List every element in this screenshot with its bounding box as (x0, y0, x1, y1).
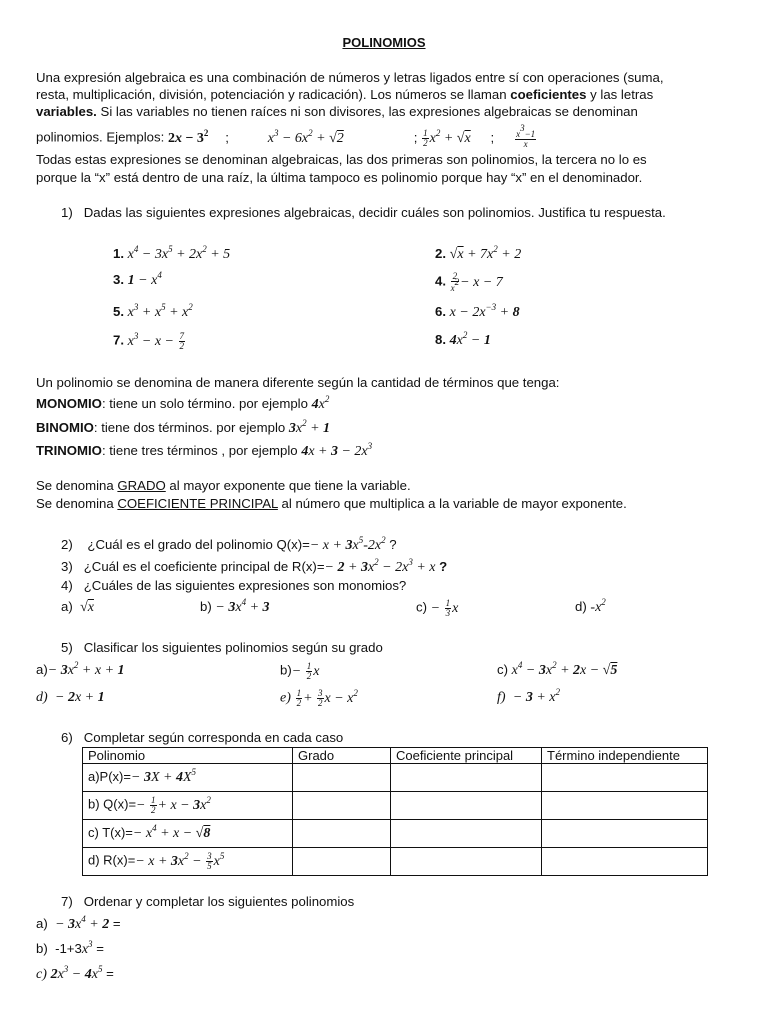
q1-item-5: 5. $x^3 + x^5 + x^2$ (113, 302, 193, 320)
question-number: 7) (61, 894, 73, 909)
table-row (83, 820, 708, 848)
term-coeficiente-principal: COEFICIENTE PRINCIPAL (117, 496, 278, 511)
intro-line-2 (36, 87, 653, 103)
item-number: 2. (435, 246, 446, 261)
q5-item-b: b)− $\frac{1}{2}$ x (280, 661, 320, 681)
question-end: ? (389, 537, 397, 552)
question-number: 1) (61, 205, 73, 220)
option-label: d) (36, 690, 48, 705)
q5-item-f: $f) - 3 + x^2$ (497, 687, 561, 705)
answer-cell[interactable] (391, 792, 542, 820)
question-text: ¿Cuáles de las siguientes expresiones son monomios? (83, 578, 407, 593)
item-number: 6. (435, 304, 446, 319)
intro-line-4-examples: polinomios. Ejemplos: $2x - 3^2$ ; $x^3 - 6x^2 + √2$ ; $\frac{1}{2}$ $x^2 + √x$ ; $\frac{x^3-1}{x}$ (36, 123, 536, 149)
table-row (83, 764, 708, 792)
polynomial-cell: b) Q(x)=− $\frac{1}{2}$ + $x - 3x^2$ (83, 792, 293, 820)
example-4: $\frac{x^3-1}{x}$ (516, 123, 536, 149)
q1-item-7: 7. $x^3 - x$ − $\frac{7}{2}$ (113, 330, 184, 351)
intro-line-6: porque la “x” está dentro de una raíz, la última tampoco es polinomio porque hay “x” en el denominador. (36, 170, 643, 185)
option-label: e) (280, 690, 291, 706)
header-coeficiente: Coeficiente principal (391, 748, 542, 764)
answer-cell[interactable] (542, 820, 708, 848)
q4-option-d: d) $-x^2$ (575, 597, 606, 615)
question-2: 2) ¿Cuál es el grado del polinomio $Q(x)=- x + 3x^5-2x^2$ ? (61, 535, 397, 553)
coeficiente-definition (36, 496, 627, 512)
row-label: c) T(x)= (88, 825, 133, 840)
example-1: $2x - 3^2$ (167, 127, 209, 146)
header-grado: Grado (293, 748, 391, 764)
option-label: a) (36, 916, 48, 931)
trinomio-definition: TRINOMIO: tiene tres términos , por ejemplo $4x + 3 - 2x^3$ (36, 441, 373, 459)
term-binomio: BINOMIO (36, 420, 94, 435)
question-text: Clasificar los siguientes polinomios según su grado (83, 640, 383, 655)
option-label: c) (497, 662, 508, 677)
terms-intro: Un polinomio se denomina de manera diferente según la cantidad de términos que tenga: (36, 375, 560, 390)
polynomial-cell: $a)P(x)=- 3X + 4X^5$ (83, 764, 293, 792)
term-variables: variables. (36, 104, 97, 119)
row-label: b) Q(x)= (88, 796, 137, 812)
item-number: 5. (113, 304, 124, 319)
intro-line-1: Una expresión algebraica es una combinación de números y letras ligados entre sí con operaciones (suma, (36, 70, 664, 85)
term-coeficientes: coeficientes (510, 87, 587, 102)
header-polinomio: Polinomio (83, 748, 293, 764)
intro-text: Si las variables no tienen raíces ni son divisores, las expresiones algebraicas se denominan (96, 104, 638, 119)
q5-item-e: e) $\frac{1}{2}$ + $\frac{3}{2}$ $x - x^2$ (280, 687, 358, 708)
polynomial-cell: c) $T(x)=- x^4 + x - √8$ (83, 820, 293, 848)
q1-item-1: 1. $x^4 - 3x^5 + 2x^2 + 5$ (113, 244, 231, 262)
question-number: 6) (61, 730, 73, 745)
item-number: 8. (435, 332, 446, 347)
definition-text: al número que multiplica a la variable de mayor exponente. (277, 496, 627, 511)
q5-item-d: d) − 2x + 1 (36, 690, 105, 705)
term-grado: GRADO (117, 478, 166, 493)
definition-text: Se denomina (36, 478, 118, 493)
answer-cell[interactable] (293, 792, 391, 820)
q4-option-a: a) √x (61, 599, 94, 615)
table-header-row (83, 748, 708, 764)
option-label: c) (36, 967, 47, 982)
question-number: 5) (61, 640, 73, 655)
question-6 (61, 730, 343, 746)
question-text: ¿Cuál es el grado del polinomio Q(x)= (87, 537, 310, 552)
answer-cell[interactable] (542, 848, 708, 876)
q5-item-a: $a)- 3x^2 + x + 1$ (36, 660, 125, 678)
question-7 (61, 894, 354, 910)
q1-item-3: 3. $1 - x^4$ (113, 270, 162, 288)
option-label: a) (36, 662, 48, 677)
question-number: 3) (61, 559, 73, 574)
item-number: 7. (113, 332, 124, 348)
question-text: Dadas las siguientes expresiones algebraicas, decidir cuáles son polinomios. Justifica tu respuesta. (83, 205, 666, 220)
answer-cell[interactable] (391, 820, 542, 848)
q1-item-4: 4. $\frac{2}{x^2}$ − x − 7 (435, 271, 503, 293)
row-label: a)P(x)= (88, 769, 131, 784)
question-end: ? (439, 559, 448, 574)
q1-item-8: 8. $4x^2 - 1$ (435, 330, 491, 348)
option-label: a) (61, 599, 73, 614)
binomio-definition: BINOMIO: tiene dos términos. por ejemplo $3x^2 + 1$ (36, 418, 331, 436)
q4-option-c: c) − $\frac{1}{3}$ x (416, 598, 459, 618)
answer-cell[interactable] (542, 764, 708, 792)
question-text: Completar según corresponda en cada caso (83, 730, 344, 745)
intro-line-3 (36, 104, 638, 120)
definition-text: : tiene un solo término. por ejemplo (101, 396, 312, 411)
q4-option-b: $b) - 3x^4 + 3$ (200, 597, 270, 615)
option-label: d) (575, 599, 587, 614)
option-label: c) (416, 599, 427, 615)
table-row (83, 792, 708, 820)
answer-cell[interactable] (391, 764, 542, 792)
expression-prefix: -1+3 (55, 941, 82, 956)
q7-item-b: b) $-1+3x^3$ = (36, 939, 104, 957)
question-text: ¿Cuál es el coeficiente principal de R(x)= (83, 559, 325, 574)
polynomial-cell: d) $R(x)=- x + 3x^2$ − $\frac{3}{5}$ $x^5$ (83, 848, 293, 876)
q1-item-2: 2. $√x + 7x^2 + 2$ (435, 244, 522, 262)
term-trinomio: TRINOMIO (36, 443, 102, 458)
definition-text: : tiene dos términos. por ejemplo (93, 420, 289, 435)
question-4 (61, 578, 406, 594)
answer-cell[interactable] (293, 764, 391, 792)
question-number: 4) (61, 578, 73, 593)
question-1 (61, 205, 666, 221)
item-number: 4. (435, 273, 446, 289)
question-5 (61, 640, 383, 656)
option-label: b) (280, 662, 292, 678)
definition-text: Se denomina (36, 496, 118, 511)
intro-text: resta, multiplicación, división, potenciación y radicación). Los números se llaman (36, 87, 511, 102)
definition-text: al mayor exponente que tiene la variable. (165, 478, 411, 493)
question-text: Ordenar y completar los siguientes polinomios (83, 894, 355, 909)
polynomial-table (82, 747, 708, 876)
definition-text: : tiene tres términos , por ejemplo (101, 443, 302, 458)
page-title: POLINOMIOS (342, 35, 426, 50)
q7-item-a: $a) - 3x^4 + 2$ = (36, 914, 121, 932)
intro-text: y las letras (586, 87, 654, 102)
table-row (83, 848, 708, 876)
header-termino: Término independiente (542, 748, 708, 764)
answer-cell[interactable] (293, 820, 391, 848)
question-number: 2) (61, 537, 73, 552)
intro-line-5: Todas estas expresiones se denominan algebraicas, las dos primeras son polinomios, la tercera no lo es (36, 152, 647, 167)
question-3: 3) ¿Cuál es el coeficiente principal de $R(x)=- 2 + 3x^2 - 2x^3 + x$ ? (61, 557, 448, 575)
option-label: b) (36, 941, 48, 956)
q7-item-c: c) $2x^3 - 4x^5$ = (36, 964, 114, 982)
answer-cell[interactable] (542, 792, 708, 820)
answer-cell[interactable] (391, 848, 542, 876)
examples-label: polinomios. Ejemplos: (36, 129, 168, 145)
grado-definition (36, 478, 411, 494)
q1-item-6: 6. $x - 2x^{-3} + 8$ (435, 302, 520, 320)
option-label: f) (497, 690, 506, 705)
example-2: $x^3 - 6x^2 + √2$ (267, 127, 344, 146)
q5-item-c: c) $x^4 - 3x^2 + 2x - √5$ (497, 660, 618, 678)
answer-cell[interactable] (293, 848, 391, 876)
option-label: b) (200, 599, 212, 614)
monomio-definition: MONOMIO: tiene un solo término. por ejemplo $4x^2$ (36, 394, 330, 412)
term-monomio: MONOMIO (36, 396, 102, 411)
example-3: $\frac{1}{2}$ $x^2 + √x$ (423, 127, 471, 148)
item-number: 3. (113, 272, 124, 287)
row-label: d) R(x)= (88, 852, 136, 868)
item-number: 1. (113, 246, 124, 261)
